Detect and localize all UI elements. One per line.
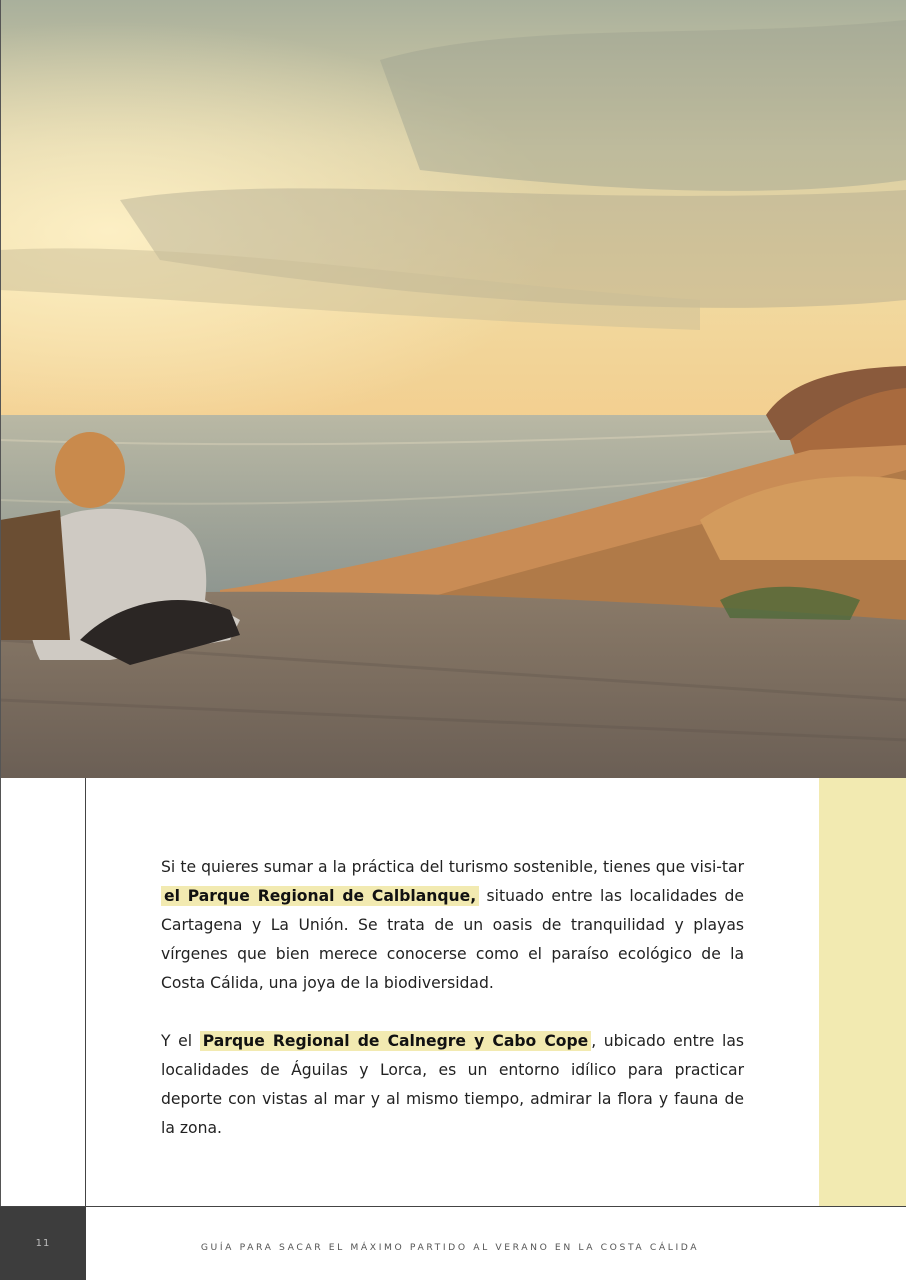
margin-rule [85, 778, 86, 1206]
p2-text-after: , ubicado entre las localidades de Águilas y Lorca, es un entorno idílico para practicar deporte con vistas al mar y al mismo tiempo, admirar la flora y fauna de la zona. [161, 1032, 745, 1137]
body-text [161, 853, 744, 1172]
footer-rule [0, 1206, 906, 1207]
p2-text-before: Y el [161, 1032, 200, 1050]
p1-text-before: Si te quieres sumar a la práctica del turismo sostenible, tienes que visi-tar [161, 858, 744, 876]
left-page-rule [0, 0, 1, 1206]
park-name-calblanque: el Parque Regional de Calblanque, [161, 886, 479, 906]
decorative-yellow-band [819, 778, 906, 1206]
paragraph-calnegre [161, 1027, 744, 1143]
footer-title: GUÍA PARA SACAR EL MÁXIMO PARTIDO AL VERANO EN LA COSTA CÁLIDA [200, 1242, 700, 1253]
p1-text-after: situado entre las localidades de Cartagena y La Unión. Se trata de un oasis de tranquilidad y playas vírgenes que bien merece conocerse como el paraíso ecológico de la Costa Cálida, una joya de la biodiversidad. [161, 887, 745, 992]
park-name-calnegre: Parque Regional de Calnegre y Cabo Cope [200, 1031, 592, 1051]
paragraph-calblanque [161, 853, 744, 998]
page-number: 11 [35, 1238, 51, 1249]
